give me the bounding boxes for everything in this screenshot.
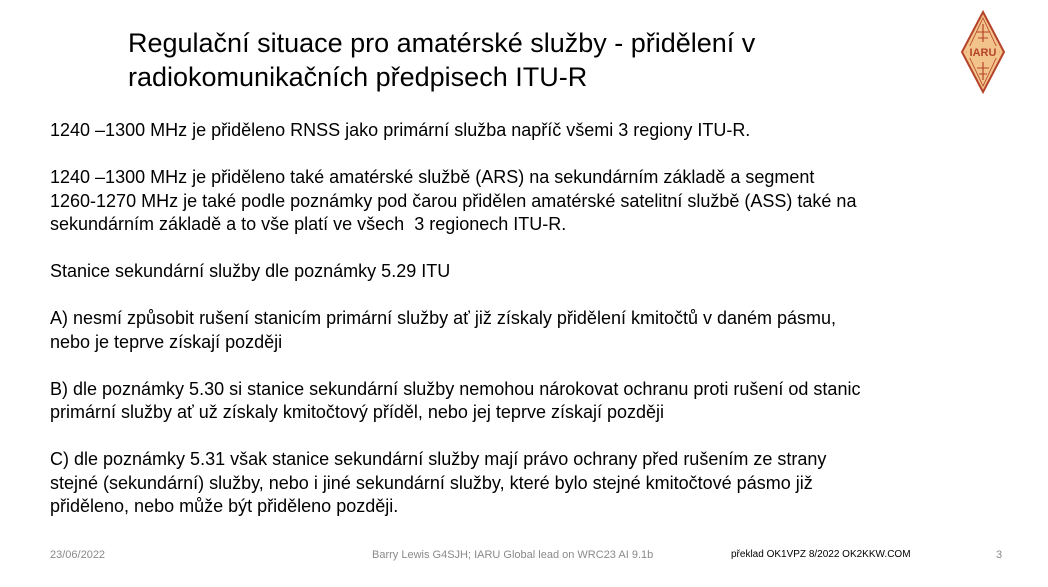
footer-date: 23/06/2022	[50, 549, 106, 561]
slide-body	[50, 119, 1010, 542]
paragraph-ars-ass: 1240 –1300 MHz je přiděleno také amatérské službě (ARS) na sekundárním základě a segment 1260-1270 MHz je také podle poznámky pod čarou přidělen amatérské satelitní službě (ASS) také na sekundárním základě a to vše platí ve všech 3 regionech ITU-R.	[50, 167, 857, 234]
logo-text: IARU	[969, 47, 997, 59]
iaru-logo	[960, 10, 1006, 94]
slide-title-line-2: radiokomunikačních předpisech ITU-R	[128, 62, 588, 92]
paragraph-point-c: C) dle poznámky 5.31 však stanice sekundární služby mají právo ochrany před rušením ze strany stejné (sekundární) služby, nebo i jiné sekundární služby, které bylo stejné kmitočtové pásmo již přiděleno, nebo může být přiděleno později.	[50, 449, 827, 516]
slide-title	[128, 26, 928, 94]
paragraph-point-a: A) nesmí způsobit rušení stanicím primární služby ať již získaly přidělení kmitočtů v daném pásmu, nebo je teprve získají později	[50, 308, 837, 352]
footer-translation: překlad OK1VPZ 8/2022 OK2KKW.COM	[731, 549, 911, 560]
paragraph-rnss: 1240 –1300 MHz je přiděleno RNSS jako primární služba napříč všemi 3 regiony ITU-R.	[50, 120, 751, 140]
footer-author: Barry Lewis G4SJH; IARU Global lead on WRC23 AI 9.1b	[372, 549, 654, 561]
page-number: 3	[996, 549, 1003, 561]
paragraph-secondary-note: Stanice sekundární služby dle poznámky 5.29 ITU	[50, 261, 451, 281]
slide-title-line-1: Regulační situace pro amatérské služby - přidělení v	[128, 28, 756, 58]
paragraph-point-b: B) dle poznámky 5.30 si stanice sekundární služby nemohou nárokovat ochranu proti rušení od stanic primární služby ať už získaly kmitočtový příděl, nebo jej teprve získají později	[50, 378, 861, 422]
